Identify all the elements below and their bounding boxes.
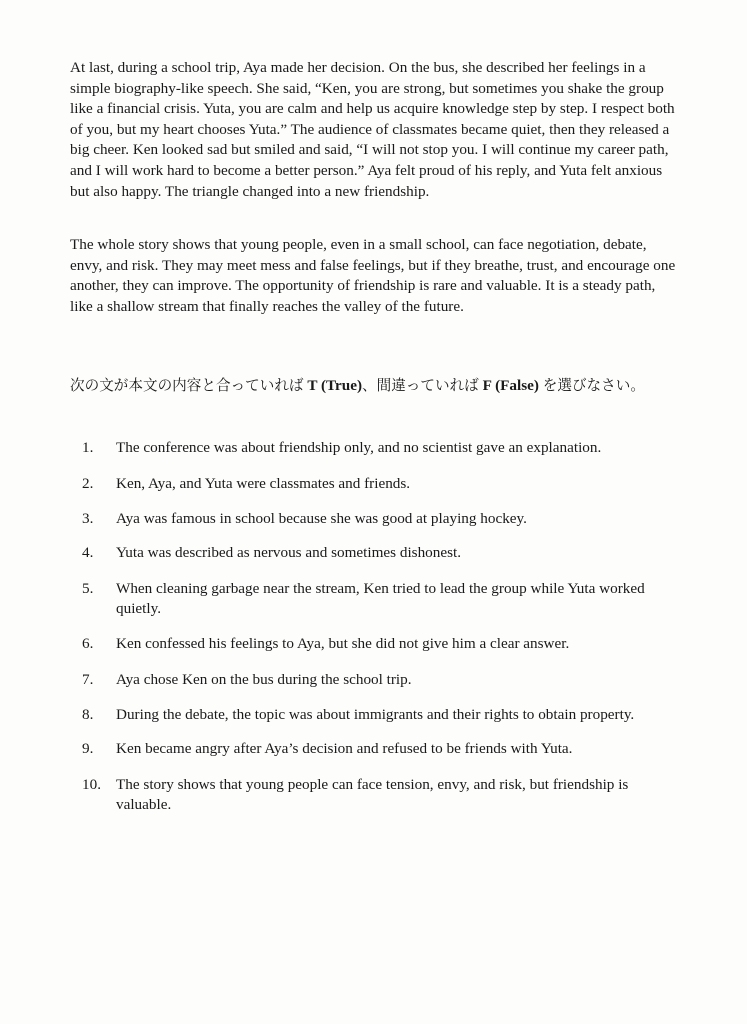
question-text: During the debate, the topic was about immigrants and their rights to obtain property.: [116, 706, 635, 723]
question-item: [82, 705, 682, 725]
question-text: Ken, Aya, and Yuta were classmates and friends.: [116, 475, 411, 492]
passage-paragraph-2: The whole story shows that young people, even in a small school, can face negotiation, debate, envy, and risk. They may meet mess and false feelings, but if they breathe, trust, and encourage one another, they can improve. The opportunity of friendship is rare and valuable. It is a steady path, like a shallow stream that finally reaches the valley of the future.: [70, 236, 676, 315]
question-text: When cleaning garbage near the stream, Ken tried to lead the group while Yuta worked quietly.: [116, 580, 645, 617]
question-text: Aya was famous in school because she was good at playing hockey.: [116, 510, 527, 527]
question-number: 4.: [82, 544, 94, 561]
question-number: 9.: [82, 740, 94, 757]
false-label: F (False): [482, 377, 539, 394]
question-number: 6.: [82, 635, 94, 652]
passage-paragraph-1: At last, during a school trip, Aya made her decision. On the bus, she described her feelings in a simple biography-like speech. She said, “Ken, you are strong, but sometimes you shake the group like a financial crisis. Yuta, you are calm and help us acquire knowledge step by step. I respect both of you, but my heart chooses Yuta.” The audience of classmates became quiet, then they released a big cheer. Ken looked sad but smiled and said, “I will not stop you. I will continue my career path, and I will work hard to become a better person.” Aya felt proud of his reply, and Yuta felt anxious but also happy. The triangle changed into a new friendship.: [70, 59, 675, 200]
question-number: 1.: [82, 439, 94, 456]
question-text: The conference was about friendship only, and no scientist gave an explanation.: [116, 439, 602, 456]
question-number: 5.: [82, 580, 94, 597]
true-label: T (True): [307, 377, 363, 394]
question-item: [82, 438, 682, 458]
question-number: 3.: [82, 510, 94, 527]
question-item: [82, 739, 682, 759]
question-text: Ken confessed his feelings to Aya, but she did not give him a clear answer.: [116, 635, 570, 652]
question-item: [82, 579, 682, 619]
question-text: Ken became angry after Aya’s decision and refused to be friends with Yuta.: [116, 740, 573, 757]
question-text: The story shows that young people can face tension, envy, and risk, but friendship is valuable.: [116, 776, 629, 813]
instruction-text: [70, 370, 680, 401]
question-item: [82, 474, 682, 494]
question-number: 8.: [82, 706, 94, 723]
instruction-part-3: を選びなさい。: [542, 377, 645, 394]
question-text: Yuta was described as nervous and sometimes dishonest.: [116, 544, 462, 561]
question-item: [82, 509, 682, 529]
question-item: [82, 670, 682, 690]
question-item: [82, 775, 682, 815]
question-text: Aya chose Ken on the bus during the school trip.: [116, 671, 412, 688]
question-number: 2.: [82, 475, 94, 492]
instruction-part-2: 、間違っていれば: [362, 377, 479, 394]
question-number: 7.: [82, 671, 94, 688]
instruction-part-1: 次の文が本文の内容と合っていれば: [70, 377, 304, 394]
question-item: [82, 543, 682, 563]
question-number: 10.: [82, 776, 101, 793]
question-item: [82, 634, 682, 654]
